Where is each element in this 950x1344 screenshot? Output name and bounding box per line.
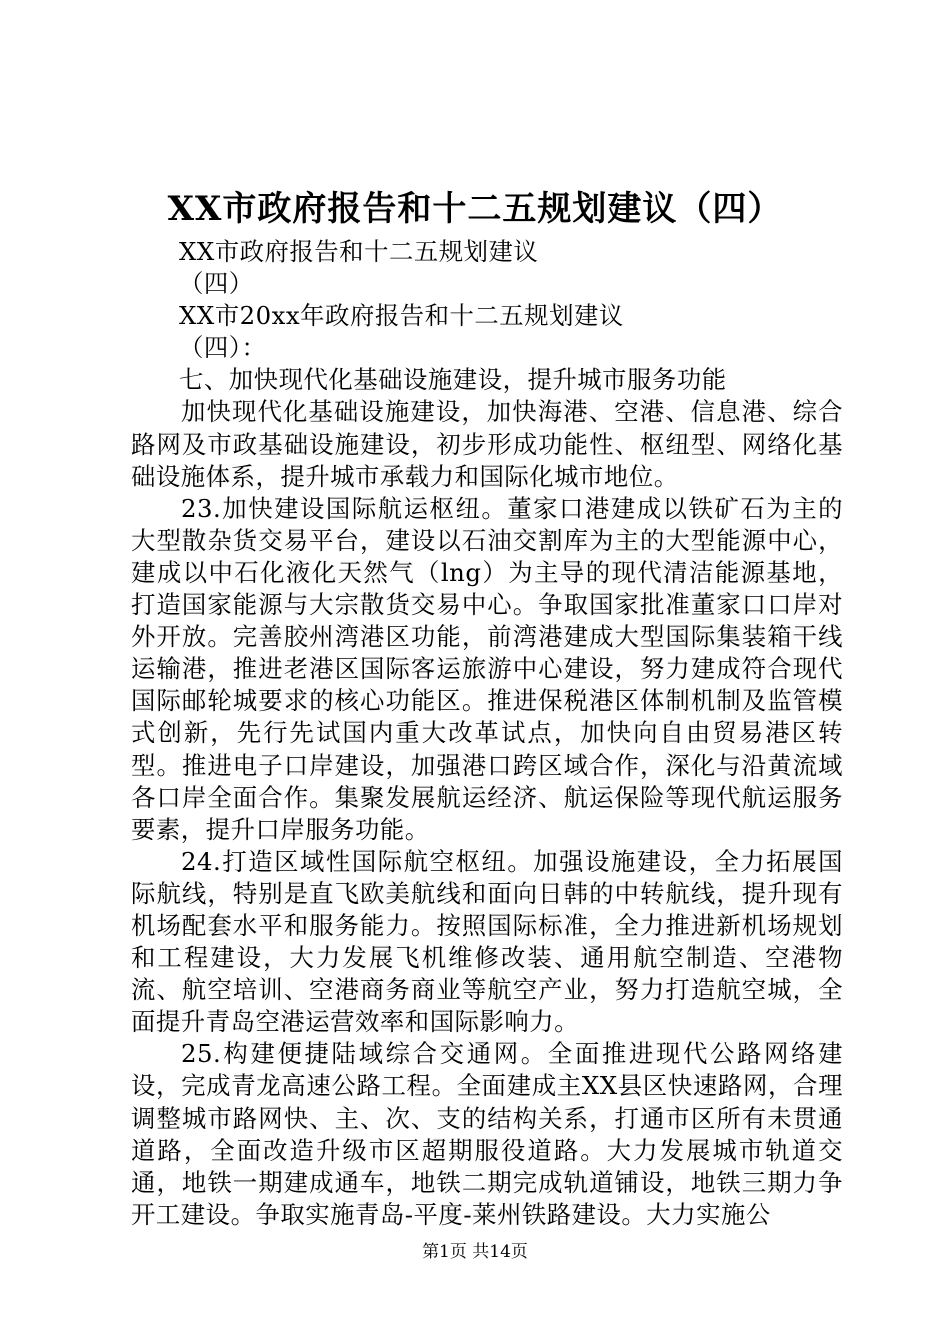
section-heading: 七、加快现代化基础设施建设，提升城市服务功能 xyxy=(179,365,727,395)
page-footer: 第1页 共14页 xyxy=(422,1242,528,1262)
subtitle-line-3: XX市20xx年政府报告和十二五规划建议 xyxy=(179,301,624,331)
subtitle-line-4: （四）： xyxy=(179,333,267,363)
document-title: XX市政府报告和十二五规划建议（四） xyxy=(167,189,783,229)
paragraph-23: 23.加快建设国际航运枢纽。董家口港建成以铁矿石为主的大型散杂货交易平台，建设以石油交割库为主的大型能源中心，建成以中石化液化天然气（lng）为主导的现代清洁能源基地，打造国家能源与大宗散货交易中心。争取国家批准董家口口岸对外开放。完善胶州湾港区功能，前湾港建成大型国际集装箱干线运输港，推进老港区国际客运旅游中心建设，努力建成符合现代国际邮轮城要求的核心功能区。推进保税港区体制机制及监管模式创新，先行先试国内重大改革试点，加快向自由贸易港区转型。推进电子口岸建设，加强港口跨区域合作，深化与沿黄流域各口岸全面合作。集聚发展航运经济、航运保险等现代航运服务要素，提升口岸服务功能。 xyxy=(131,493,843,844)
document-body xyxy=(131,236,843,1231)
paragraph-25: 25.构建便捷陆域综合交通网。全面推进现代公路网络建设，完成青龙高速公路工程。全面建成主XX县区快速路网，合理调整城市路网快、主、次、支的结构关系，打通市区所有未贯通道路，全面改造升级市区超期服役道路。大力发展城市轨道交通，地铁一期建成通车，地铁二期完成轨道铺设，地铁三期力争开工建设。争取实施青岛-平度-莱州铁路建设。大力实施公 xyxy=(131,1039,843,1229)
paragraph-24: 24.打造区域性国际航空枢纽。加强设施建设，全力拓展国际航线，特别是直飞欧美航线和面向日韩的中转航线，提升现有机场配套水平和服务能力。按照国际标准，全力推进新机场规划和工程建设，大力发展飞机维修改装、通用航空制造、空港物流、航空培训、空港商务商业等航空产业，努力打造航空城，全面提升青岛空港运营效率和国际影响力。 xyxy=(131,846,843,1037)
paragraph-intro: 加快现代化基础设施建设，加快海港、空港、信息港、综合路网及市政基础设施建设，初步形成功能性、枢纽型、网络化基础设施体系，提升城市承载力和国际化城市地位。 xyxy=(131,397,843,491)
subtitle-line-2: （四） xyxy=(179,269,254,299)
subtitle-line-1: XX市政府报告和十二五规划建议 xyxy=(179,237,539,266)
